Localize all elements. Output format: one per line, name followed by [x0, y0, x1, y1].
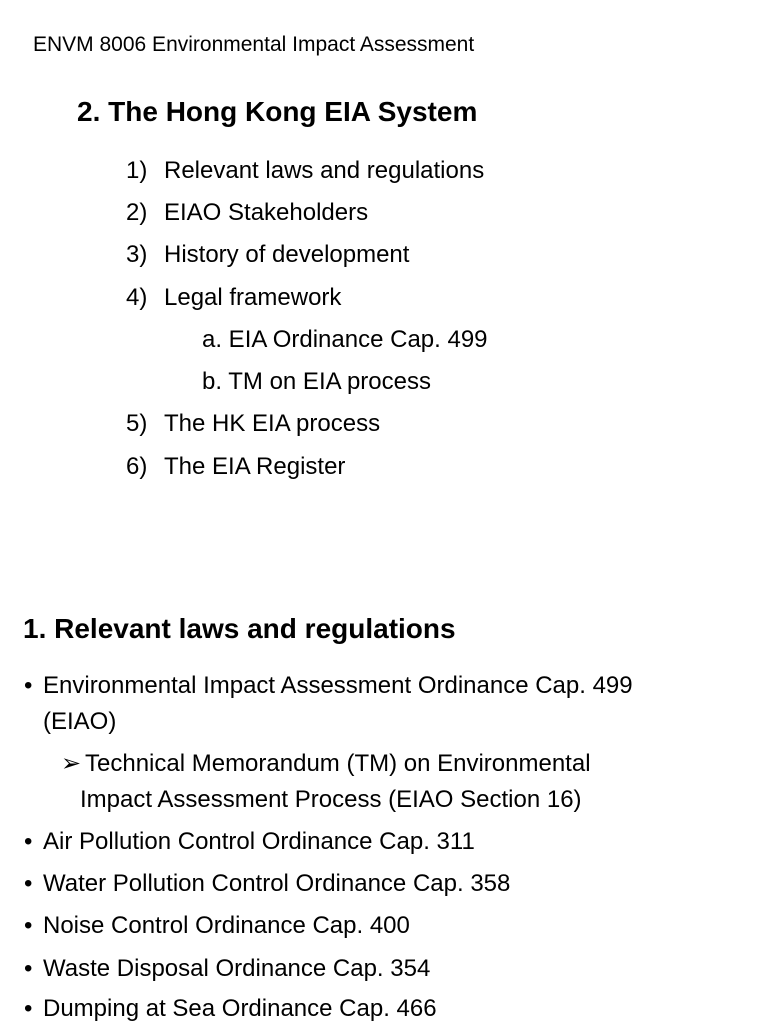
law-text-continuation: (EIAO) [43, 708, 117, 735]
law-subbullet-tm [61, 748, 591, 780]
law-text: Water Pollution Control Ordinance Cap. 358 [43, 870, 511, 897]
bullet-icon: • [24, 870, 33, 897]
bullet-icon: • [24, 672, 33, 699]
outline-item [126, 408, 380, 440]
outline-item [126, 282, 341, 314]
outline-item [126, 197, 368, 229]
outline-title: 2. The Hong Kong EIA System [77, 96, 478, 127]
outline-item-number: 1) [126, 157, 148, 184]
bullet-icon: • [24, 995, 33, 1022]
outline-item [126, 451, 345, 483]
law-text: Environmental Impact Assessment Ordinance Cap. 499 [43, 672, 633, 699]
bullet-icon: • [24, 955, 33, 982]
laws-title: 1. Relevant laws and regulations [23, 613, 456, 644]
outline-item-label: The EIA Register [164, 453, 346, 480]
outline-item-label: Relevant laws and regulations [164, 157, 485, 184]
outline-item-number: 2) [126, 199, 148, 226]
law-subtext-continuation: Impact Assessment Process (EIAO Section 16) [80, 786, 582, 813]
course-title: ENVM 8006 Environmental Impact Assessment [33, 33, 475, 56]
outline-item-label: EIAO Stakeholders [164, 199, 369, 226]
law-text: Air Pollution Control Ordinance Cap. 311 [43, 828, 475, 855]
bullet-icon: • [24, 912, 33, 939]
outline-item-number: 6) [126, 453, 148, 480]
law-bullet [24, 826, 475, 858]
outline-item-number: 4) [126, 284, 148, 311]
law-text: Dumping at Sea Ordinance Cap. 466 [43, 995, 437, 1022]
outline-subitem: a. EIA Ordinance Cap. 499 [202, 326, 488, 353]
law-bullet [24, 953, 430, 985]
outline-item-label: Legal framework [164, 284, 342, 311]
arrow-bullet-icon: ➢ [61, 750, 82, 777]
outline-item-label: The HK EIA process [164, 410, 381, 437]
law-bullet [24, 910, 410, 942]
outline-item-number: 5) [126, 410, 148, 437]
law-text: Waste Disposal Ordinance Cap. 354 [43, 955, 431, 982]
bullet-icon: • [24, 828, 33, 855]
outline-item-number: 3) [126, 241, 148, 268]
outline-item [126, 239, 409, 271]
law-subtext: Technical Memorandum (TM) on Environmental [85, 750, 591, 777]
outline-subitem: b. TM on EIA process [202, 368, 431, 395]
law-bullet [24, 993, 437, 1025]
outline-item [126, 155, 484, 187]
law-bullet-eiao [24, 670, 633, 702]
law-text: Noise Control Ordinance Cap. 400 [43, 912, 410, 939]
outline-item-label: History of development [164, 241, 410, 268]
law-bullet [24, 868, 510, 900]
